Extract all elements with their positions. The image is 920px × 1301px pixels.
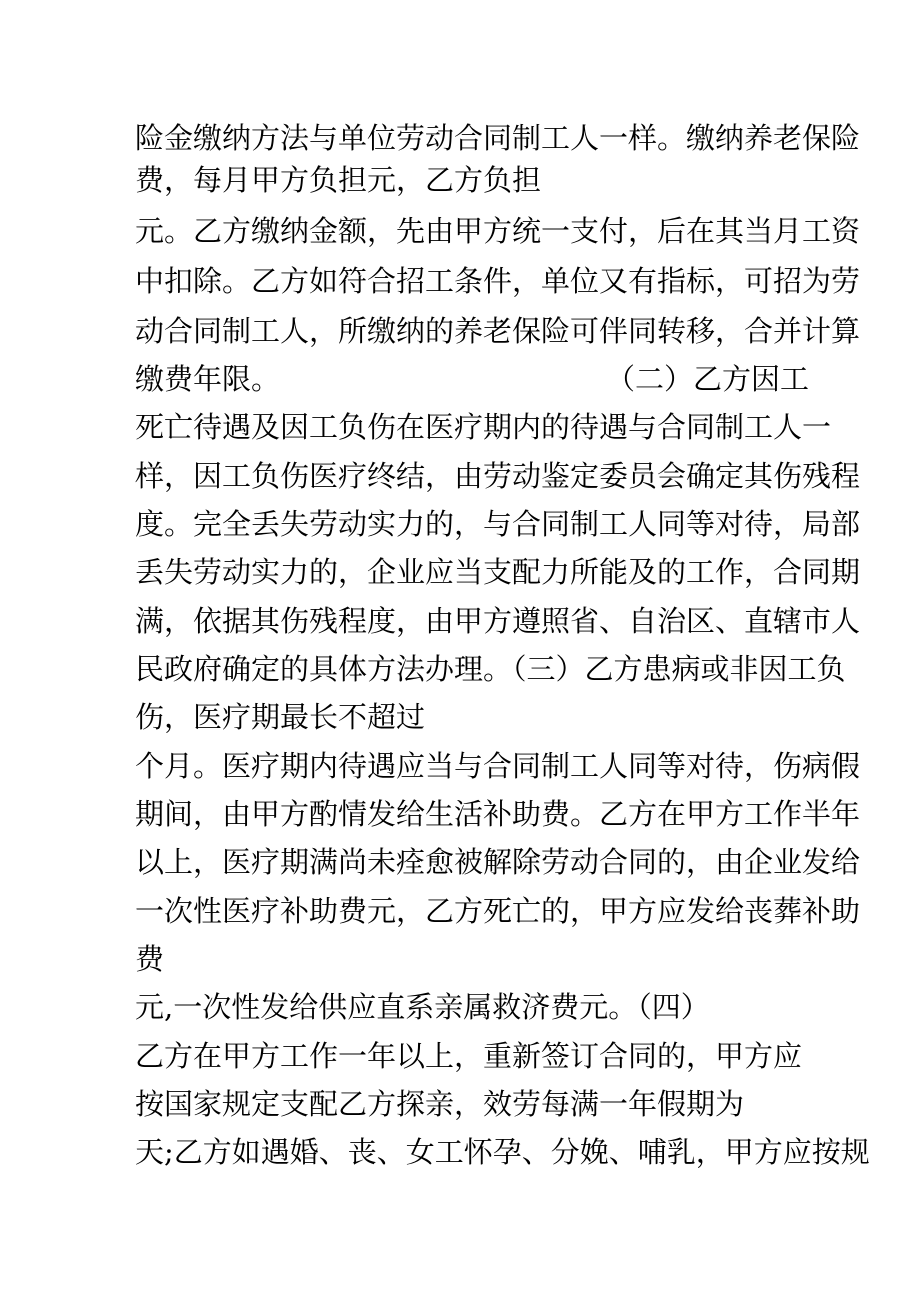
text-line-9: 度。完全丢失劳动实力的，与合同制工人同等对待，局部 [135,507,861,541]
text-line-4: 中扣除。乙方如符合招工条件，单位又有指标，可招为劳 [135,264,861,298]
text-line-7: 死亡待遇及因工负伤在医疗期内的待遇与合同制工人一 [135,410,832,444]
text-line-2: 费，每月甲方负担元，乙方负担 [135,163,542,197]
text-line-10: 丢失劳动实力的，企业应当支配力所能及的工作，合同期 [135,555,861,589]
text-line-3: 元。乙方缴纳金额，先由甲方统一支付，后在其当月工资 [135,214,861,248]
text-line-6: 缴费年限。 [135,362,281,396]
text-line-12: 民政府确定的具体方法办理。（三）乙方患病或非因工负 [135,652,846,686]
text-line-8: 样，因工负伤医疗终结，由劳动鉴定委员会确定其伤残程 [135,459,861,493]
text-line-1: 险金缴纳方法与单位劳动合同制工人一样。缴纳养老保险 [135,121,861,155]
text-line-6-right: （二）乙方因工 [606,362,810,396]
text-line-13: 伤，医疗期最长不超过 [135,700,426,734]
text-line-14: 个月。医疗期内待遇应当与合同制工人同等对待，伤病假 [135,749,861,783]
text-line-22: 天;乙方如遇婚、丧、女工怀孕、分娩、哺乳，甲方应按规 [135,1135,870,1169]
text-line-5: 动合同制工人，所缴纳的养老保险可伴同转移，合并计算 [135,314,861,348]
text-line-17: 一次性医疗补助费元，乙方死亡的，甲方应发给丧葬补助 [135,894,861,928]
text-line-20: 乙方在甲方工作一年以上，重新签订合同的，甲方应 [135,1039,803,1073]
text-line-15: 期间，由甲方酌情发给生活补助费。乙方在甲方工作半年 [135,797,861,831]
text-line-18: 费 [135,942,165,976]
text-line-16: 以上，医疗期满尚未痊愈被解除劳动合同的，由企业发给 [135,845,861,879]
text-line-19: 元,一次性发给供应直系亲属救济费元。（四） [135,990,710,1024]
text-line-21: 按国家规定支配乙方探亲，效劳每满一年假期为 [135,1087,745,1121]
text-line-11: 满，依据其伤残程度，由甲方遵照省、自治区、直辖市人 [135,604,861,638]
